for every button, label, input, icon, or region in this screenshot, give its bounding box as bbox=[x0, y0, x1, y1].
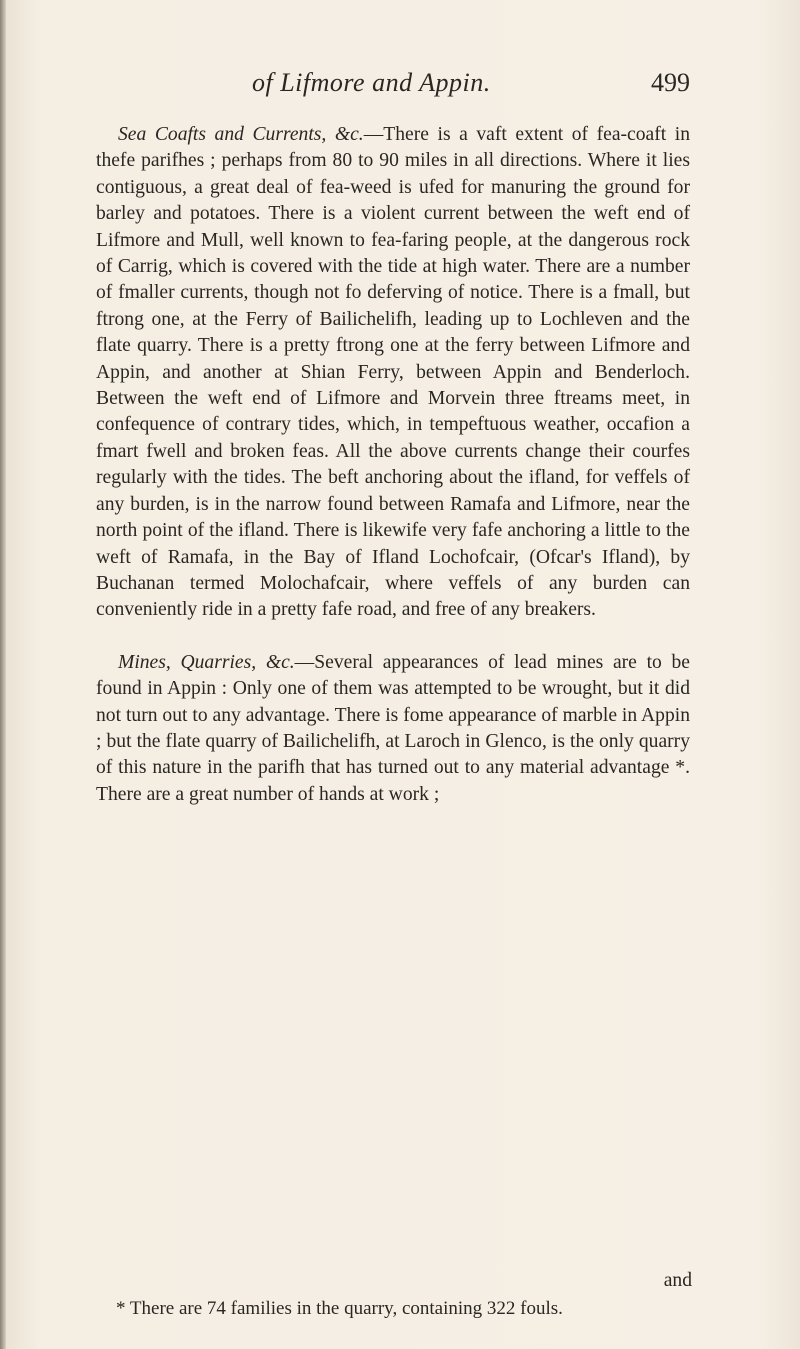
running-head: of Lifmore and Appin. bbox=[252, 68, 491, 97]
page-number: 499 bbox=[651, 68, 690, 97]
footnote: * There are 74 families in the quarry, containing 322 fouls. bbox=[116, 1298, 563, 1319]
body-text bbox=[96, 122, 690, 808]
page-header bbox=[200, 68, 690, 108]
page-spine-shadow bbox=[0, 0, 6, 1349]
paragraph-text: —There is a vaft extent of fea-coaft in thefe parifhes ; perhaps from 80 to 90 miles in all directions. Where it lies contiguous, a great deal of fea-weed is ufed for manuring the ground for barley and potatoes. There is a violent current between the weft end of Lifmore and Mull, well known to fea-faring people, at the dangerous rock of Carrig, which is covered with the tide at high water. There are a number of fmaller currents, though not fo deferving of notice. There is a fmall, but ftrong one, at the Ferry of Bailichelifh, leading up to Lochleven and the flate quarry. There is a pretty ftrong one at the ferry between Lifmore and Appin, and another at Shian Ferry, between Appin and Benderloch. Between the weft end of Lifmore and Morvein three ftreams meet, in confequence of contrary tides, which, in tempeftuous weather, occafion a fmart fwell and broken feas. All the above currents change their courfes regularly with the tides. The beft anchoring about the ifland, for veffels of any burden, is in the narrow found between Ramafa and Lifmore, near the north point of the ifland. There is likewife very fafe anchoring a little to the weft of Ramafa, in the Bay of Ifland Lochofcair, (Ofcar's Ifland), by Buchanan termed Molochafcair, where veffels of any burden can conveniently ride in a pretty fafe road, and free of any breakers. bbox=[96, 124, 690, 621]
catchword: and bbox=[663, 1270, 692, 1291]
paragraph-text: —Several appearances of lead mines are to be found in Appin : Only one of them was attempted to be wrought, but it did not turn out to any advantage. There is fome appearance of marble in Appin ; but the flate quarry of Bailichelifh, at Laroch in Glenco, is the only quarry of this nature in the parifh that has turned out to any material advantage *. There are a great number of hands at work ; bbox=[96, 651, 690, 805]
paragraph-sea-coasts bbox=[96, 122, 690, 624]
paragraph-mines-quarries bbox=[96, 650, 690, 808]
section-heading: Mines, Quarries, &c. bbox=[118, 651, 295, 673]
section-heading: Sea Coafts and Currents, &c. bbox=[118, 124, 364, 145]
